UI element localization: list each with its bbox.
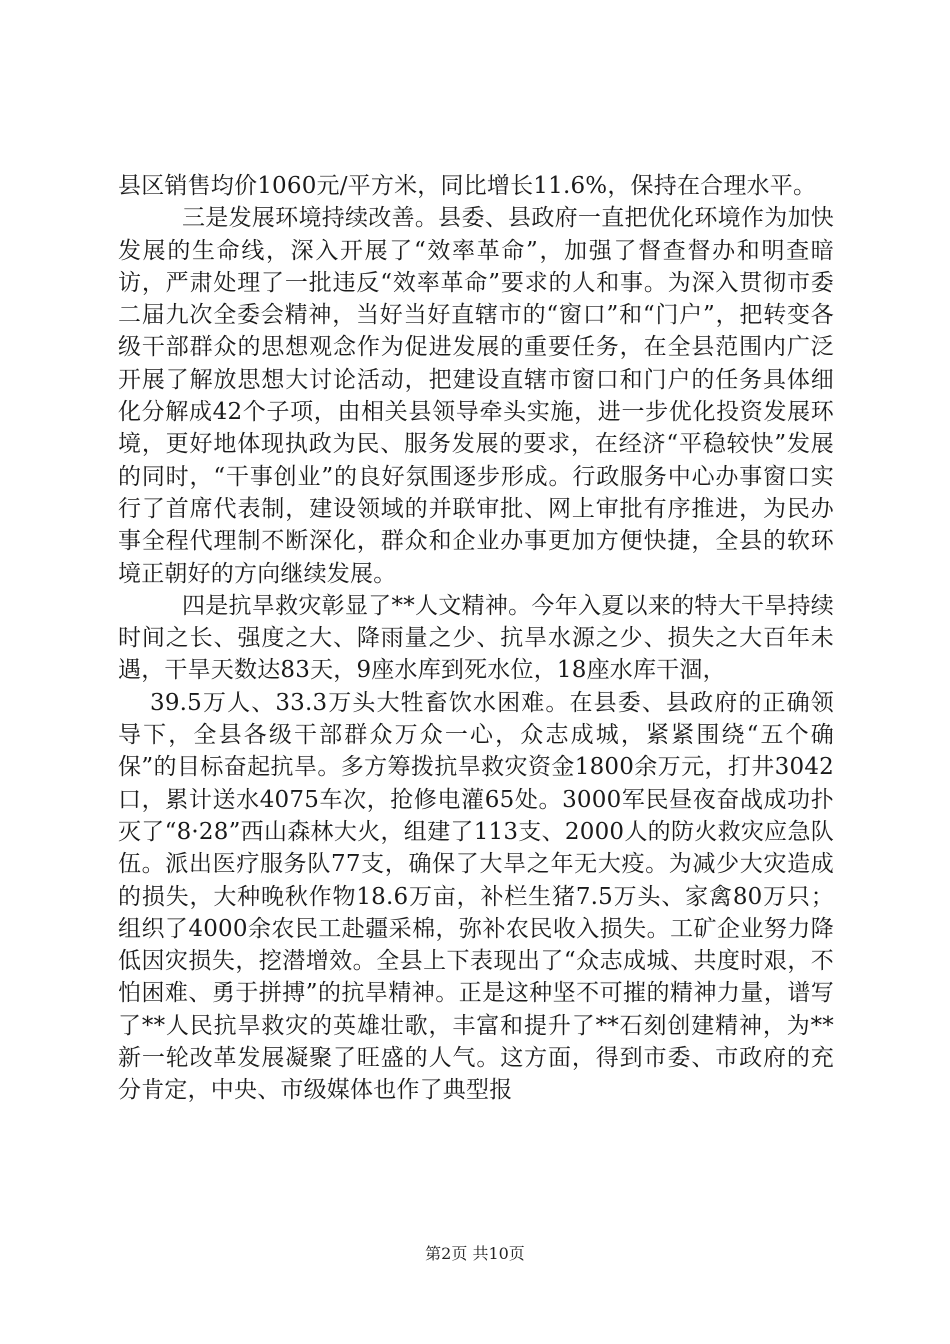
paragraph-environment: 三是发展环境持续改善。县委、县政府一直把优化环境作为加快发展的生命线，深入开展了“效率革命”，加强了督查督办和明查暗访，严肃处理了一批违反“效率革命”要求的人和事。为深入贯彻市委二届九次全委会精神，当好当好直辖市的“窗口”和“门户”，把转变各级干部群众的思想观念作为促进发展的重要任务，在全县范围内广泛开展了解放思想大讨论活动，把建设直辖市窗口和门户的任务具体细化分解成42个子项，由相关县领导牵头实施，进一步优化投资发展环境，更好地体现执政为民、服务发展的要求，在经济“平稳较快”发展的同时，“干事创业”的良好氛围逐步形成。行政服务中心办事窗口实行了首席代表制，建设领域的并联审批、网上审批有序推进，为民办事全程代理制不断深化，群众和企业办事更加方便快捷，全县的软环境正朝好的方向继续发展。 [118,205,834,587]
paragraph-drought-relief: 四是抗旱救灾彰显了**人文精神。今年入夏以来的特大干旱持续时间之长、强度之大、降雨量之少、抗旱水源之少、损失之大百年未遇，干旱天数达83天，9座水库到死水位，18座水库干涸， [118,592,834,684]
document-body [118,170,834,1107]
paragraph-drought-response: 39.5万人、33.3万头大牲畜饮水困难。在县委、县政府的正确领导下，全县各级干部群众万众一心，众志成城，紧紧围绕“五个确保”的目标奋起抗旱。多方筹拨抗旱救灾资金1800余万元，打井3042口，累计送水4075车次，抢修电灌65处。3000军民昼夜奋战成功扑灭了“8·28”西山森林大火，组建了113支、2000人的防火救灾应急队伍。派出医疗服务队77支，确保了大旱之年无大疫。为减少大灾造成的损失，大种晚秋作物18.6万亩，补栏生猪7.5万头、家禽80万只；组织了4000余农民工赴疆采棉，弥补农民收入损失。工矿企业努力降低因灾损失，挖潜增效。全县上下表现出了“众志成城、共度时艰，不怕困难、勇于拼搏”的抗旱精神。正是这种坚不可摧的精神力量，谱写了**人民抗旱救灾的英雄壮歌，丰富和提升了**石刻创建精神，为**新一轮改革发展凝聚了旺盛的人气。这方面，得到市委、市政府的充分肯定，中央、市级媒体也作了典型报 [118,689,834,1104]
paragraph-housing-price: 县区销售均价1060元/平方米，同比增长11.6%，保持在合理水平。 [118,173,817,199]
page-number: 第2页 共10页 [425,1244,525,1263]
